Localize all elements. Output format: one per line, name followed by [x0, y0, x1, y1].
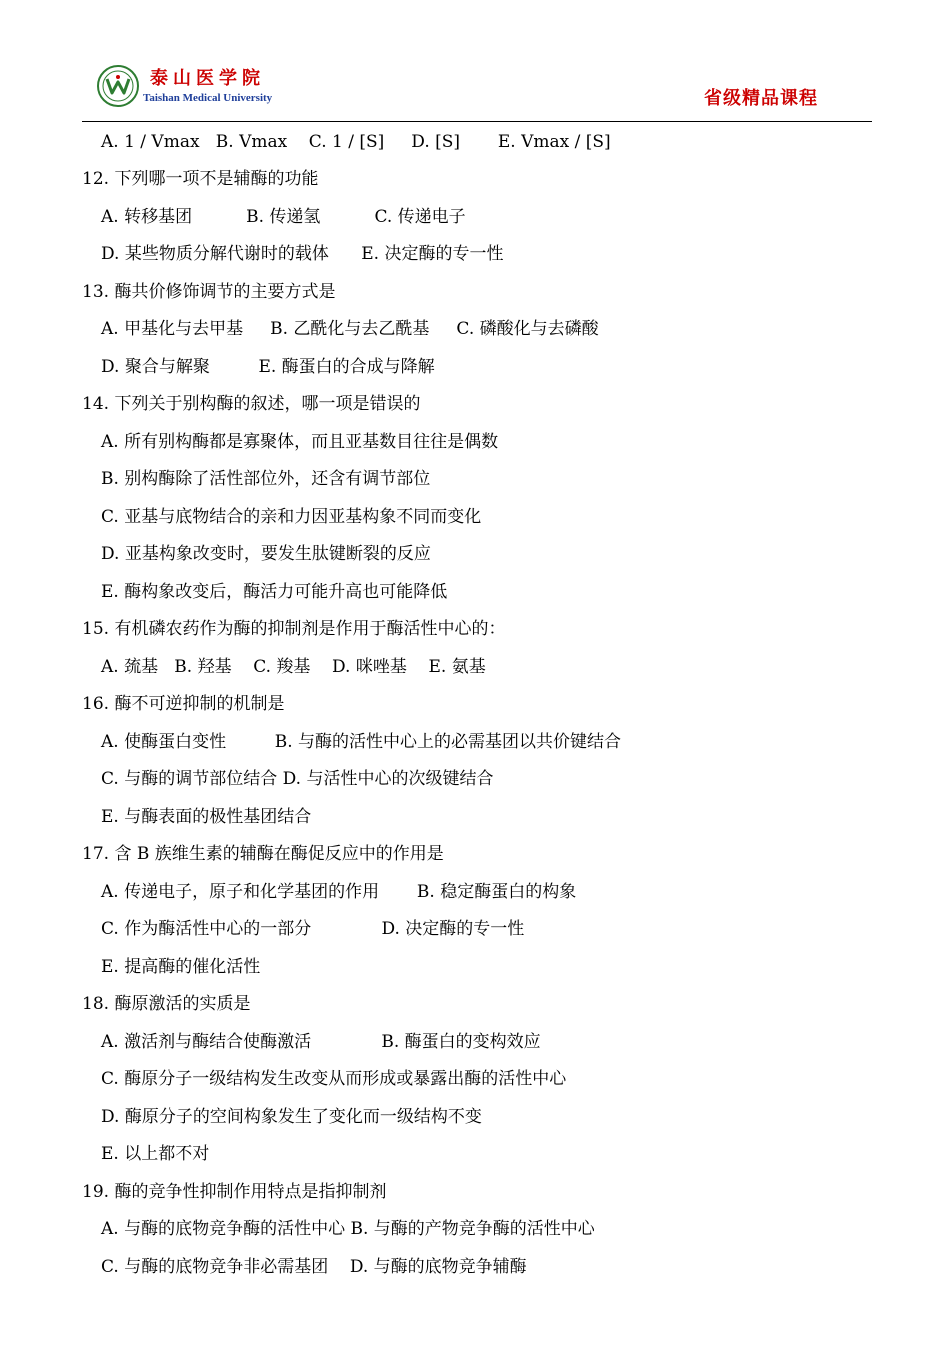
header-divider [82, 121, 872, 122]
answer-option: A. 所有别构酶都是寡聚体，而且亚基数目往往是偶数 [101, 432, 499, 452]
answer-option: E. 与酶表面的极性基团结合 [101, 807, 312, 827]
answer-option: A. 转移基团 B. 传递氢 C. 传递电子 [101, 207, 466, 227]
answer-option: B. 别构酶除了活性部位外，还含有调节部位 [101, 469, 431, 489]
answer-option: D. 亚基构象改变时，要发生肽键断裂的反应 [101, 544, 431, 564]
course-badge: 省级精品课程 [704, 88, 818, 109]
university-name-cn: 泰山医学院 [150, 68, 265, 89]
question-text: 14. 下列关于别构酶的叙述，哪一项是错误的 [82, 394, 421, 414]
answer-option: C. 与酶的调节部位结合 D. 与活性中心的次级键结合 [101, 769, 494, 789]
question-text: 15. 有机磷农药作为酶的抑制剂是作用于酶活性中心的： [82, 619, 506, 639]
answer-option: E. 提高酶的催化活性 [101, 957, 261, 977]
answer-option: C. 酶原分子一级结构发生改变从而形成或暴露出酶的活性中心 [101, 1069, 567, 1089]
answer-option: E. 酶构象改变后，酶活力可能升高也可能降低 [101, 582, 448, 602]
answer-option: C. 作为酶活性中心的一部分 D. 决定酶的专一性 [101, 919, 525, 939]
page-header [0, 0, 952, 125]
question-text: 12. 下列哪一项不是辅酶的功能 [82, 169, 319, 189]
answer-option: A. 传递电子，原子和化学基团的作用 B. 稳定酶蛋白的构象 [101, 882, 577, 902]
question-text: 13. 酶共价修饰调节的主要方式是 [82, 282, 336, 302]
answer-option: A. 使酶蛋白变性 B. 与酶的活性中心上的必需基团以共价键结合 [101, 732, 622, 752]
answer-option: D. 酶原分子的空间构象发生了变化而一级结构不变 [101, 1107, 482, 1127]
answer-option: D. 聚合与解聚 E. 酶蛋白的合成与降解 [101, 357, 435, 377]
answer-option: A. 1 / Vmax B. Vmax C. 1 / [S] D. [S] E. Vmax / [S] [101, 132, 611, 152]
question-text: 16. 酶不可逆抑制的机制是 [82, 694, 285, 714]
answer-option: C. 亚基与底物结合的亲和力因亚基构象不同而变化 [101, 507, 482, 527]
question-text: 17. 含 B 族维生素的辅酶在酶促反应中的作用是 [82, 844, 444, 864]
answer-option: A. 与酶的底物竞争酶的活性中心 B. 与酶的产物竞争酶的活性中心 [101, 1219, 595, 1239]
question-text: 19. 酶的竞争性抑制作用特点是指抑制剂 [82, 1182, 387, 1202]
question-text: 18. 酶原激活的实质是 [82, 994, 251, 1014]
answer-option: A. 激活剂与酶结合使酶激活 B. 酶蛋白的变构效应 [101, 1032, 541, 1052]
answer-option: D. 某些物质分解代谢时的载体 E. 决定酶的专一性 [101, 244, 504, 264]
answer-option: A. 巯基 B. 羟基 C. 羧基 D. 咪唑基 E. 氨基 [101, 657, 486, 677]
answer-option: A. 甲基化与去甲基 B. 乙酰化与去乙酰基 C. 磷酸化与去磷酸 [101, 319, 599, 339]
answer-option: E. 以上都不对 [101, 1144, 210, 1164]
answer-option: C. 与酶的底物竞争非必需基团 D. 与酶的底物竞争辅酶 [101, 1257, 527, 1277]
university-seal-icon [97, 65, 139, 107]
university-name-en: Taishan Medical University [143, 92, 273, 104]
